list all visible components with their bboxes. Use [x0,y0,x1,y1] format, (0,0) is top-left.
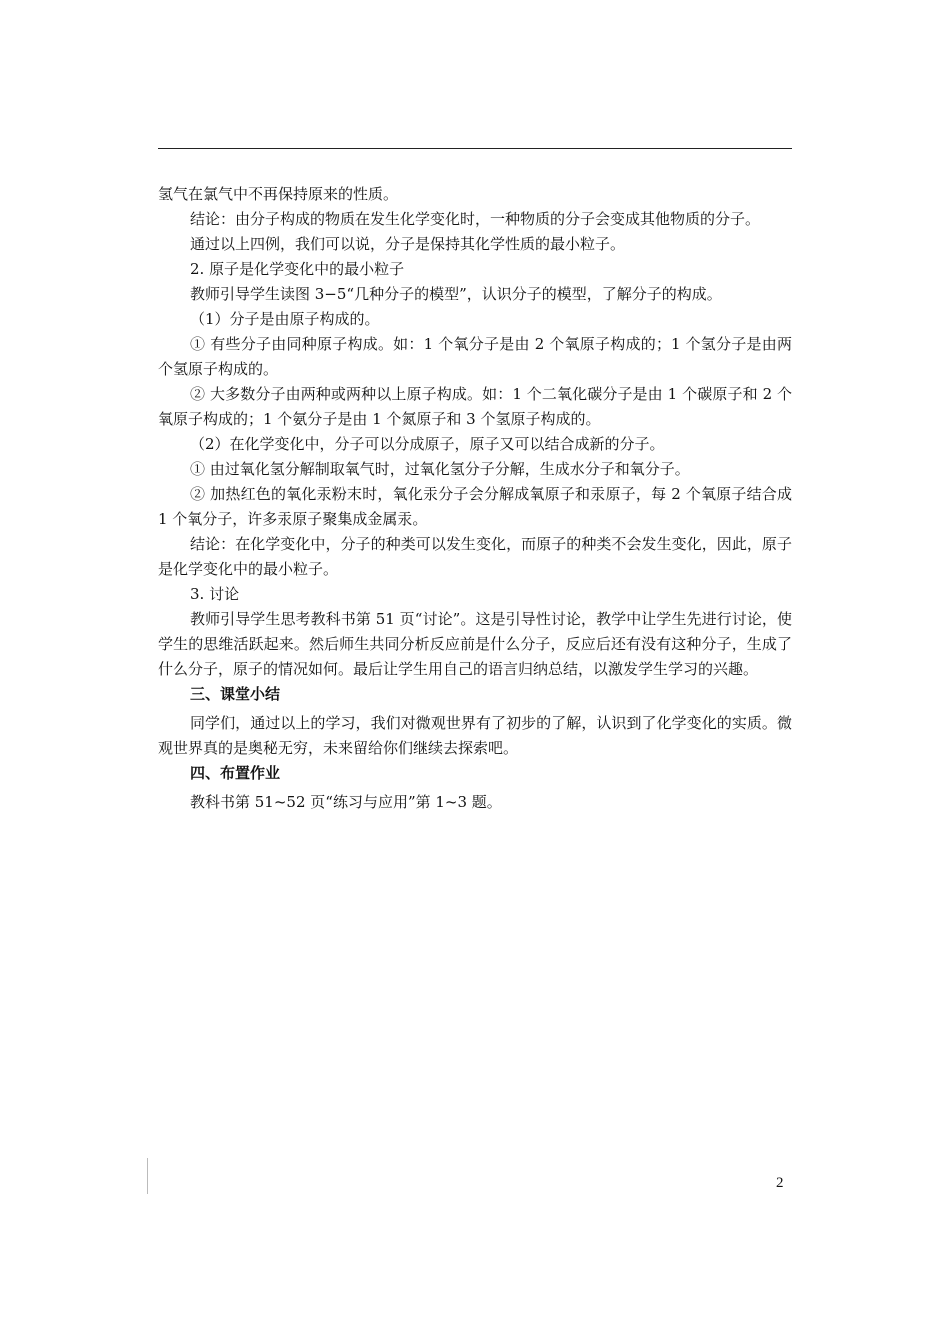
section-heading-homework: 四、布置作业 [190,764,281,782]
section-heading-summary: 三、课堂小结 [190,685,281,703]
paragraph: 教科书第 51~52 页“练习与应用”第 1~3 题。 [190,793,502,811]
paragraph: 结论：在化学变化中，分子的种类可以发生变化，而原子的种类不会发生变化，因此，原子是化学变化中的最小粒子。 [158,535,792,578]
paragraph: 教师引导学生读图 3−5“几种分子的模型”，认识分子的模型，了解分子的构成。 [190,285,722,303]
paragraph: 通过以上四例，我们可以说，分子是保持其化学性质的最小粒子。 [190,235,626,253]
page-number: 2 [776,1175,784,1191]
paragraph: 教师引导学生思考教科书第 51 页“讨论”。这是引导性讨论，教学中让学生先进行讨论，使学生的思维活跃起来。然后师生共同分析反应前是什么分子，反应后还有没有这种分子，生成了什么分子，原子的情况如何。最后让学生用自己的语言归纳总结，以激发学生学习的兴趣。 [158,610,792,678]
paragraph: ② 加热红色的氧化汞粉末时，氧化汞分子会分解成氧原子和汞原子，每 2 个氧原子结合成 1 个氧分子，许多汞原子聚集成金属汞。 [158,485,792,528]
document-body [158,182,792,815]
paragraph: （2）在化学变化中，分子可以分成原子，原子又可以结合成新的分子。 [190,435,665,453]
header-rule [158,148,792,149]
margin-marker [147,1158,148,1194]
section-heading: 2. 原子是化学变化中的最小粒子 [190,260,405,278]
paragraph: 氢气在氯气中不再保持原来的性质。 [158,185,399,203]
section-heading: 3. 讨论 [190,585,240,603]
paragraph: ① 有些分子由同种原子构成。如：1 个氧分子是由 2 个氧原子构成的；1 个氢分子是由两个氢原子构成的。 [158,335,792,378]
paragraph: 同学们，通过以上的学习，我们对微观世界有了初步的了解，认识到了化学变化的实质。微观世界真的是奥秘无穷，未来留给你们继续去探索吧。 [158,714,792,757]
paragraph: （1）分子是由原子构成的。 [190,310,380,328]
paragraph: 结论：由分子构成的物质在发生化学变化时，一种物质的分子会变成其他物质的分子。 [190,210,761,228]
paragraph: ② 大多数分子由两种或两种以上原子构成。如：1 个二氧化碳分子是由 1 个碳原子和 2 个氧原子构成的；1 个氨分子是由 1 个氮原子和 3 个氢原子构成的。 [158,385,792,428]
paragraph: ① 由过氧化氢分解制取氧气时，过氧化氢分子分解，生成水分子和氧分子。 [190,460,690,478]
